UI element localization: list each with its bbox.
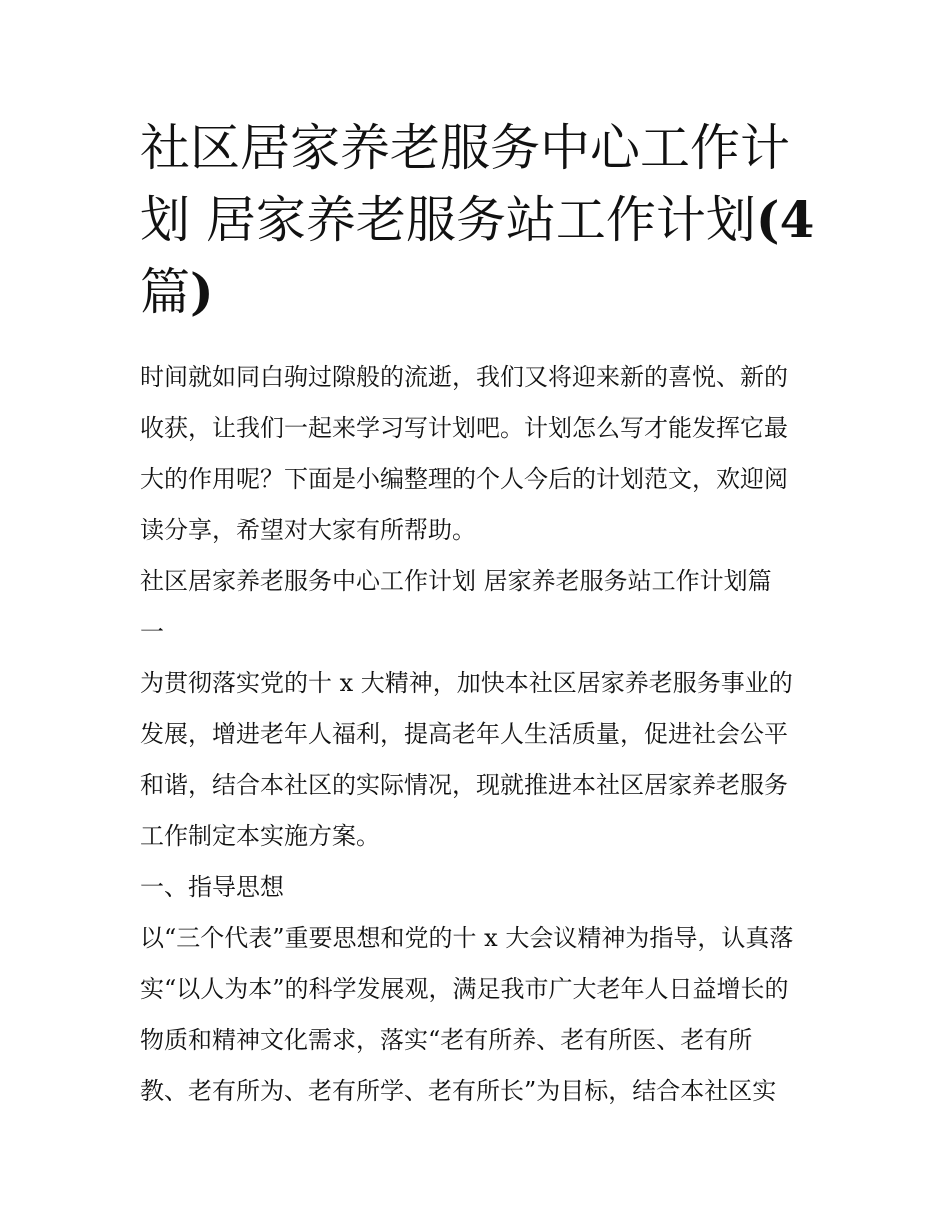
section-heading [140, 556, 815, 658]
title-line-text: 划 居家养老服务站工作计划 [140, 191, 756, 249]
text-line: 收获，让我们一起来学习写计划吧。计划怎么写才能发挥它最 [140, 414, 788, 442]
subheading [140, 862, 815, 913]
body-paragraph [140, 913, 815, 1117]
title-close-paren: ) [190, 262, 214, 321]
text-line: 教、老有所为、老有所学、老有所长”为目标，结合本社区实 [140, 1077, 777, 1105]
text-line: 发展，增进老年人福利，提高老年人生活质量，促进社会公平 [140, 720, 788, 748]
intro-paragraph [140, 352, 815, 556]
text-line: 和谐，结合本社区的实际情况，现就推进本社区居家养老服务 [140, 771, 788, 799]
title-line [140, 184, 820, 256]
text-line: 一、指导思想 [140, 873, 284, 901]
title-line: 社区居家养老服务中心工作计 [140, 119, 790, 177]
text-line: 为贯彻落实党的十 x 大精神，加快本社区居家养老服务事业的 [140, 669, 793, 697]
text-line: 工作制定本实施方案。 [140, 822, 380, 850]
text-line: 社区居家养老服务中心工作计划 居家养老服务站工作计划篇 [140, 567, 772, 595]
text-line: 以“三个代表”重要思想和党的十 x 大会议精神为指导，认真落 [140, 924, 794, 952]
text-line: 大的作用呢？下面是小编整理的个人今后的计划范文，欢迎阅 [140, 465, 788, 493]
title-line-text: 篇 [140, 263, 190, 321]
document-title [140, 112, 820, 328]
title-line [140, 256, 820, 328]
text-line: 时间就如同白驹过隙般的流逝，我们又将迎来新的喜悦、新的 [140, 363, 788, 391]
title-count: (4 [755, 190, 815, 249]
text-line: 实“以人为本”的科学发展观，满足我市广大老年人日益增长的 [140, 975, 789, 1003]
text-line: 一 [140, 618, 164, 646]
body-paragraph [140, 658, 815, 862]
text-line: 物质和精神文化需求，落实“老有所养、老有所医、老有所 [140, 1026, 753, 1054]
document-body [140, 352, 815, 1117]
text-line: 读分享，希望对大家有所帮助。 [140, 516, 476, 544]
